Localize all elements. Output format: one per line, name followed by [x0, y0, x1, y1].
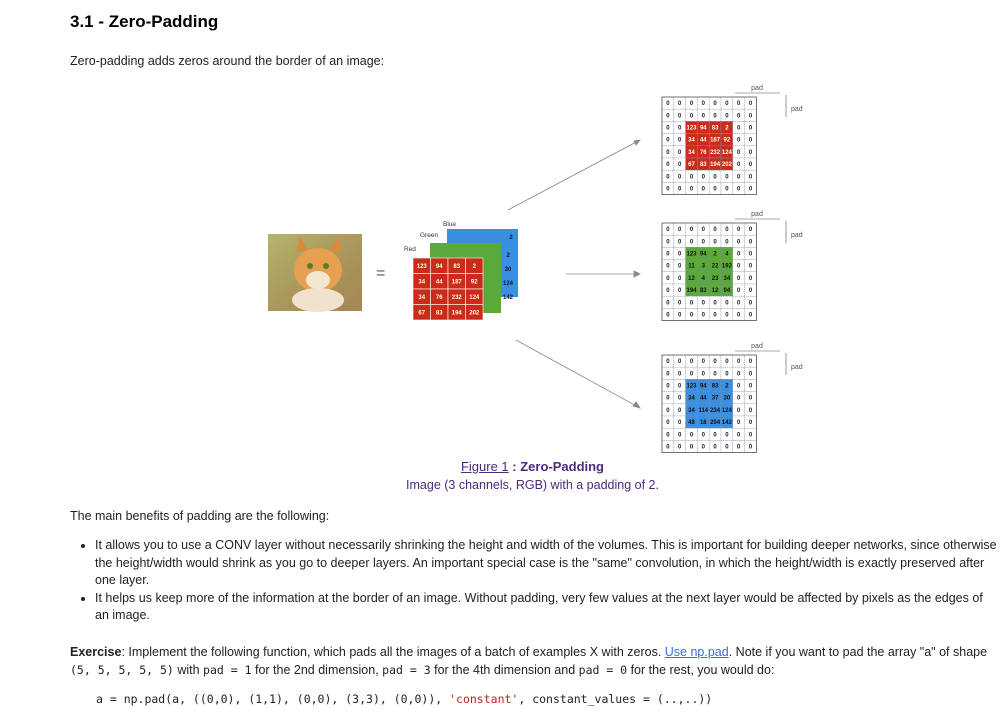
grid-cell-value: 2 [725, 125, 729, 132]
input-cell-value: 34 [418, 294, 426, 301]
grid-cell-value: 0 [678, 227, 682, 234]
grid-cell-value: 194 [710, 162, 721, 169]
grid-cell-value: 0 [748, 420, 753, 427]
grid-cell-value: 123 [686, 383, 697, 390]
grid-cell-value: 0 [725, 239, 729, 246]
pad-label-horizontal: pad [751, 343, 763, 350]
grid-cell-value: 0 [678, 300, 682, 307]
grid-cell-value: 0 [666, 383, 670, 390]
grid-cell-value: 0 [666, 407, 670, 414]
red-label: Red [404, 246, 416, 253]
grid-cell-value: 0 [737, 186, 741, 193]
grid-cell-value: 123 [686, 251, 697, 258]
grid-cell-value: 0 [737, 288, 741, 295]
exercise-part: for the 2nd dimension, [251, 663, 383, 677]
grid-cell-value: 0 [678, 395, 682, 402]
grid-cell-value: 0 [748, 312, 753, 319]
grid-cell-value: 0 [737, 407, 741, 414]
input-cell-value: 194 [451, 310, 462, 317]
pad-code: pad = 1 [203, 663, 252, 677]
grid-cell-value: 0 [737, 312, 741, 319]
grid-cell-value: 0 [713, 113, 717, 120]
grid-cell-value: 0 [701, 432, 705, 439]
grid-cell-value: 0 [748, 432, 753, 439]
list-item: • It helps us keep more of the information at the border of an image. Without padding, very few values at the next layer would be affected by pixels as the edges of an image. [95, 590, 1000, 625]
grid-cell-value: 0 [666, 263, 670, 270]
grid-cell-value: 0 [737, 300, 741, 307]
grid-cell-value: 0 [666, 227, 670, 234]
grid-cell-value: 0 [701, 359, 705, 366]
grid-cell-value: 3 [701, 263, 705, 270]
np-pad-link[interactable]: Use np.pad [664, 645, 729, 659]
grid-cell-value: 0 [678, 125, 682, 132]
grid-cell-value: 0 [678, 162, 682, 169]
grid-cell-value: 0 [737, 137, 741, 144]
grid-cell-value: 0 [725, 371, 729, 378]
grid-cell-value: 0 [666, 300, 670, 307]
grid-cell-value: 0 [701, 312, 705, 319]
padded-blue-grid [662, 355, 756, 453]
exercise-part: . Note if you want to pad the array "a" of shape [728, 645, 988, 659]
grid-cell-value: 0 [666, 239, 670, 246]
grid-cell-value: 0 [689, 227, 694, 234]
pad-code: pad = 3 [382, 663, 431, 677]
input-cell-value: 123 [416, 263, 427, 270]
grid-cell-value: 0 [666, 162, 670, 169]
grid-cell-value: 0 [689, 371, 694, 378]
grid-cell-value: 83 [711, 125, 719, 132]
grid-cell-value: 0 [666, 125, 670, 132]
grid-cell-value: 0 [748, 275, 753, 282]
grid-cell-value: 0 [701, 300, 705, 307]
grid-cell-value: 0 [689, 444, 694, 451]
grid-cell-value: 0 [701, 113, 705, 120]
pad-label-vertical: pad [791, 106, 803, 113]
grid-cell-value: 0 [725, 432, 729, 439]
grid-cell-value: 37 [711, 395, 719, 402]
grid-cell-value: 0 [737, 432, 741, 439]
grid-cell-value: 142 [721, 420, 732, 427]
grid-cell-value: 0 [678, 288, 682, 295]
grid-cell-value: 194 [686, 288, 697, 295]
grid-cell-value: 0 [666, 275, 670, 282]
grid-cell-value: 44 [699, 395, 707, 402]
grid-cell-value: 0 [737, 125, 741, 132]
grid-cell-value: 22 [711, 263, 719, 270]
input-cell-value: 124 [469, 294, 480, 301]
input-cell-value: 92 [470, 279, 478, 286]
grid-cell-value: 0 [689, 101, 694, 108]
grid-cell-value: 18 [699, 420, 707, 427]
grid-cell-value: 0 [713, 227, 717, 234]
grid-cell-value: 0 [678, 383, 682, 390]
grid-cell-value: 232 [710, 149, 721, 156]
grid-cell-value: 0 [748, 113, 753, 120]
padded-red-grid [662, 97, 756, 195]
input-cell-value: 44 [435, 279, 443, 286]
code-part: , constant_values = (..,..)) [518, 692, 713, 706]
input-cell-value: 232 [451, 294, 462, 301]
benefits-intro: The main benefits of padding are the following: [70, 509, 330, 523]
grid-cell-value: 124 [721, 407, 732, 414]
grid-cell-value: 0 [666, 420, 670, 427]
grid-cell-value: 2 [713, 251, 717, 258]
grid-cell-value: 0 [689, 174, 694, 181]
pad-label-vertical: pad [791, 364, 803, 371]
grid-cell-value: 0 [701, 371, 705, 378]
grid-cell-value: 0 [666, 149, 670, 156]
grid-cell-value: 114 [698, 407, 709, 414]
code-example [96, 692, 712, 706]
grid-cell-value: 0 [737, 251, 741, 258]
grid-cell-value: 0 [678, 275, 682, 282]
grid-cell-value: 204 [710, 420, 721, 427]
grid-cell-value: 0 [678, 444, 682, 451]
grid-cell-value: 0 [678, 359, 682, 366]
grid-cell-value: 0 [725, 300, 729, 307]
grid-cell-value: 0 [737, 371, 741, 378]
grid-cell-value: 0 [713, 432, 717, 439]
grid-cell-value: 0 [725, 113, 729, 120]
section-title: 3.1 - Zero-Padding [70, 12, 219, 31]
grid-cell-value: 0 [713, 239, 717, 246]
grid-cell-value: 192 [721, 263, 732, 270]
grid-cell-value: 0 [725, 101, 729, 108]
grid-cell-value: 0 [725, 359, 729, 366]
grid-cell-value: 0 [701, 444, 705, 451]
grid-cell-value: 0 [737, 239, 741, 246]
exercise-part: : Implement the following function, which pads all the images of a batch of examples X with zeros. [121, 645, 665, 659]
grid-cell-value: 92 [723, 137, 731, 144]
green-edge-value: 2 [506, 253, 510, 259]
grid-cell-value: 48 [688, 420, 695, 427]
grid-cell-value: 94 [699, 251, 707, 258]
figure-caption [400, 459, 665, 474]
pad-label-horizontal: pad [751, 211, 763, 218]
figure-link[interactable]: Figure 1 [460, 459, 509, 474]
grid-cell-value: 83 [699, 162, 707, 169]
exercise-text [70, 643, 995, 679]
input-cell-value: 2 [472, 263, 476, 270]
grid-cell-value: 0 [748, 174, 753, 181]
grid-cell-value: 2 [725, 383, 729, 390]
grid-cell-value: 0 [725, 227, 729, 234]
code-string: 'constant' [449, 692, 519, 706]
grid-cell-value: 94 [699, 125, 707, 132]
grid-cell-value: 0 [689, 359, 694, 366]
grid-cell-value: 4 [701, 275, 705, 282]
grid-cell-value: 187 [710, 137, 721, 144]
grid-cell-value: 0 [737, 162, 741, 169]
grid-cell-value: 0 [737, 101, 741, 108]
grid-cell-value: 0 [748, 186, 753, 193]
blue-edge-value: 2 [509, 235, 513, 241]
arrows [508, 140, 640, 408]
grid-cell-value: 123 [686, 125, 697, 132]
exercise-part: for the rest, you would do: [627, 663, 775, 677]
grid-cell-value: 0 [678, 113, 682, 120]
input-cell-value: 34 [418, 279, 426, 286]
grid-cell-value: 34 [688, 149, 695, 156]
grid-cell-value: 0 [678, 371, 682, 378]
grid-cell-value: 0 [701, 227, 705, 234]
equals-sign: = [376, 265, 386, 282]
grid-cell-value: 0 [666, 312, 670, 319]
grid-cell-value: 0 [713, 371, 717, 378]
grid-cell-value: 83 [711, 383, 719, 390]
grid-cell-value: 0 [701, 186, 705, 193]
grid-cell-value: 0 [666, 101, 670, 108]
grid-cell-value: 0 [701, 101, 705, 108]
grid-cell-value: 30 [723, 395, 731, 402]
grid-cell-value: 0 [701, 239, 705, 246]
cat-image [268, 234, 362, 312]
grid-cell-value: 0 [748, 444, 753, 451]
grid-cell-value: 0 [748, 383, 753, 390]
grid-cell-value: 0 [666, 113, 670, 120]
grid-cell-value: 94 [723, 288, 731, 295]
grid-cell-value: 0 [689, 300, 694, 307]
grid-cell-value: 0 [689, 312, 694, 319]
grid-cell-value: 124 [721, 149, 732, 156]
grid-cell-value: 0 [737, 149, 741, 156]
benefits-list [70, 537, 1000, 625]
grid-cell-value: 0 [678, 239, 682, 246]
grid-cell-value: 0 [748, 227, 753, 234]
input-cell-value: 76 [435, 294, 443, 301]
grid-cell-value: 0 [748, 251, 753, 258]
grid-cell-value: 12 [711, 288, 719, 295]
pad-label-vertical: pad [791, 232, 803, 239]
grid-cell-value: 0 [725, 186, 729, 193]
green-edge-value: 124 [502, 281, 514, 287]
grid-cell-value: 4 [725, 251, 729, 258]
grid-cell-value: 34 [688, 395, 695, 402]
grid-cell-value: 0 [737, 444, 741, 451]
grid-cell-value: 0 [737, 395, 741, 402]
input-cell-value: 202 [469, 310, 480, 317]
grid-cell-value: 0 [678, 432, 682, 439]
grid-cell-value: 0 [713, 300, 717, 307]
grid-cell-value: 0 [737, 227, 741, 234]
grid-cell-value: 0 [689, 432, 694, 439]
grid-cell-value: 67 [688, 162, 695, 169]
pad-label-horizontal: pad [751, 85, 763, 92]
grid-cell-value: 0 [748, 137, 753, 144]
grid-cell-value: 23 [711, 275, 719, 282]
grid-cell-value: 44 [699, 137, 707, 144]
list-item: • It allows you to use a CONV layer without necessarily shrinking the height and width of the volumes. This is important for building deeper networks, since otherwise the height/width would shrink as you go to deeper layers. An important special case is the "same" convolution, in which the height/width is exactly preserved after one layer. [95, 537, 1000, 590]
padded-green-grid [662, 223, 756, 321]
grid-cell-value: 0 [713, 101, 717, 108]
code-part: a = np.pad(a, ((0,0), (1,1), (0,0), (3,3), (0,0)), [96, 692, 450, 706]
grid-cell-value: 0 [689, 239, 694, 246]
grid-cell-value: 0 [678, 420, 682, 427]
grid-cell-value: 0 [725, 444, 729, 451]
grid-cell-value: 0 [748, 300, 753, 307]
grid-cell-value: 0 [748, 239, 753, 246]
grid-cell-value: 0 [713, 174, 717, 181]
grid-cell-value: 0 [748, 288, 753, 295]
grid-cell-value: 0 [737, 174, 741, 181]
exercise-part: for the 4th dimension and [430, 663, 579, 677]
input-cell-value: 67 [418, 310, 426, 317]
grid-cell-value: 0 [701, 174, 705, 181]
grid-cell-value: 0 [737, 113, 741, 120]
grid-cell-value: 0 [737, 275, 741, 282]
grid-cell-value: 234 [710, 407, 721, 414]
grid-cell-value: 0 [666, 137, 670, 144]
grid-cell-value: 0 [748, 162, 753, 169]
caption-title: : Zero-Padding [508, 459, 605, 474]
grid-cell-value: 0 [689, 113, 694, 120]
grid-cell-value: 0 [748, 263, 753, 270]
grid-cell-value: 0 [678, 312, 682, 319]
green-edge-value: 30 [504, 267, 512, 273]
input-cell-value: 94 [435, 263, 443, 270]
grid-cell-value: 34 [688, 137, 695, 144]
grid-cell-value: 0 [725, 174, 729, 181]
grid-cell-value: 34 [688, 407, 695, 414]
grid-cell-value: 12 [688, 275, 695, 282]
grid-cell-value: 0 [737, 359, 741, 366]
grid-cell-value: 76 [699, 149, 707, 156]
grid-cell-value: 0 [666, 432, 670, 439]
intro-text: Zero-padding adds zeros around the border of an image: [70, 54, 385, 68]
grid-cell-value: 0 [678, 101, 682, 108]
grid-cell-value: 0 [666, 288, 670, 295]
grid-cell-value: 83 [699, 288, 707, 295]
grid-cell-value: 0 [748, 125, 753, 132]
grid-cell-value: 94 [699, 383, 707, 390]
blue-label: Blue [443, 221, 457, 228]
exercise-label: Exercise [70, 645, 122, 659]
grid-cell-value: 0 [737, 383, 741, 390]
grid-cell-value: 0 [666, 186, 670, 193]
grid-cell-value: 0 [666, 174, 670, 181]
grid-cell-value: 0 [678, 186, 682, 193]
grid-cell-value: 0 [678, 263, 682, 270]
input-cell-value: 83 [453, 263, 461, 270]
grid-cell-value: 0 [678, 174, 682, 181]
grid-cell-value: 0 [713, 359, 717, 366]
grid-cell-value: 0 [748, 101, 753, 108]
green-label: Green [420, 232, 439, 239]
grid-cell-value: 0 [748, 395, 753, 402]
grid-cell-value: 11 [688, 263, 695, 270]
grid-cell-value: 0 [678, 137, 682, 144]
input-cell-value: 187 [451, 279, 462, 286]
grid-cell-value: 0 [713, 312, 717, 319]
grid-cell-value: 0 [678, 407, 682, 414]
grid-cell-value: 0 [725, 312, 729, 319]
grid-cell-value: 0 [748, 371, 753, 378]
grid-cell-value: 0 [713, 444, 717, 451]
grid-cell-value: 34 [723, 275, 731, 282]
exercise-part: with [173, 663, 204, 677]
grid-cell-value: 0 [666, 359, 670, 366]
grid-cell-value: 0 [737, 420, 741, 427]
grid-cell-value: 0 [666, 444, 670, 451]
grid-cell-value: 0 [666, 395, 670, 402]
figure-subcaption: Image (3 channels, RGB) with a padding of 2. [406, 478, 659, 492]
grid-cell-value: 0 [678, 149, 682, 156]
grid-cell-value: 0 [748, 359, 753, 366]
grid-cell-value: 0 [737, 263, 741, 270]
grid-cell-value: 202 [721, 162, 732, 169]
green-edge-value: 142 [502, 295, 514, 301]
grid-cell-value: 0 [748, 149, 753, 156]
grid-cell-value: 0 [666, 251, 670, 258]
input-cell-value: 83 [435, 310, 443, 317]
shape-code: (5, 5, 5, 5, 5) [70, 663, 174, 677]
grid-cell-value: 0 [713, 186, 717, 193]
grid-cell-value: 0 [678, 251, 682, 258]
grid-cell-value: 0 [689, 186, 694, 193]
pad-code: pad = 0 [578, 663, 628, 677]
input-red-channel [413, 258, 483, 320]
grid-cell-value: 0 [748, 407, 753, 414]
grid-cell-value: 0 [666, 371, 670, 378]
